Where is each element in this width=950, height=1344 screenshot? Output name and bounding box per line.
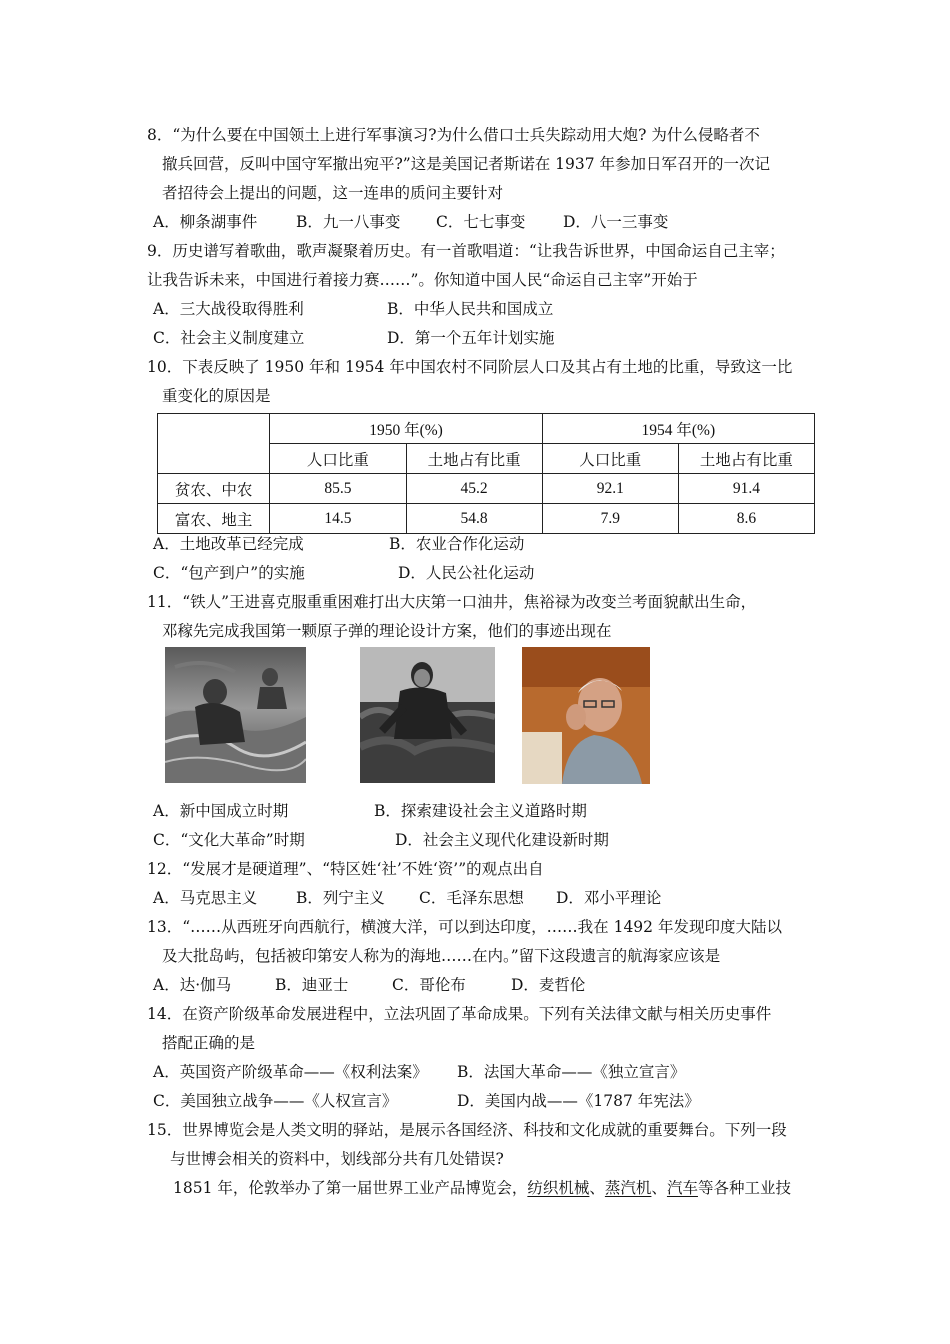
deng-jiaxian-photo <box>522 647 650 784</box>
q13-option-c: C．哥伦布 <box>392 976 466 994</box>
q12-option-d: D．邓小平理论 <box>556 889 662 907</box>
q12-option-a: A．马克思主义 <box>153 889 258 907</box>
q9-option-a: A．三大战役取得胜利 <box>153 300 304 318</box>
q11-option-a: A．新中国成立时期 <box>153 802 289 820</box>
q14-line1: 14．在资产阶级革命发展进程中，立法巩固了革命成果。下列有关法律文献与相关历史事件 <box>147 1005 772 1023</box>
wang-jinxi-photo <box>165 647 306 783</box>
q15-underlined-3: 汽车 <box>666 1179 698 1197</box>
table-subheader: 人口比重 <box>270 444 406 474</box>
q15-line2: 与世博会相关的资料中，划线部分共有几处错误? <box>170 1150 504 1168</box>
table-subheader: 土地占有比重 <box>678 444 814 474</box>
q10-option-d: D．人民公社化运动 <box>398 564 535 582</box>
table-header-1954: 1954 年(%) <box>542 414 814 444</box>
q14-line2: 搭配正确的是 <box>162 1034 256 1052</box>
table-cell: 54.8 <box>406 504 542 534</box>
q8-option-c: C．七七事变 <box>436 213 526 231</box>
q8-line2: 撤兵回营，反叫中国守军撤出宛平?”这是美国记者斯诺在 1937 年参加日军召开的一次记 <box>162 155 771 173</box>
table-cell: 45.2 <box>406 474 542 504</box>
q10-line1: 10．下表反映了 1950 年和 1954 年中国农村不同阶层人口及其占有土地的比重，导致这一比 <box>147 358 793 376</box>
q13-option-a: A．达·伽马 <box>153 976 232 994</box>
q9-option-b: B．中华人民共和国成立 <box>387 300 554 318</box>
q10-option-a: A．土地改革已经完成 <box>153 535 304 553</box>
q15-underlined-2: 蒸汽机 <box>604 1179 652 1197</box>
q11-line1: 11．“铁人”王进喜克服重重困难打出大庆第一口油井，焦裕禄为改变兰考面貌献出生命， <box>147 593 757 611</box>
q8-line3: 者招待会上提出的问题，这一连串的质问主要针对 <box>162 184 504 202</box>
q10-line2: 重变化的原因是 <box>162 387 271 405</box>
land-ratio-table <box>157 413 815 534</box>
q15-material <box>173 1177 791 1199</box>
table-cell: 14.5 <box>270 504 406 534</box>
table-row <box>158 474 815 504</box>
q8-option-a: A．柳条湖事件 <box>153 213 258 231</box>
q8-option-d: D．八一三事变 <box>563 213 669 231</box>
q15-sep-1: 、 <box>589 1179 605 1197</box>
q15-material-prefix: 1851 年，伦敦举办了第一届世界工业产品博览会， <box>173 1179 528 1197</box>
q12-option-b: B．列宁主义 <box>296 889 385 907</box>
q11-option-c: C．“文化大革命”时期 <box>153 831 305 849</box>
table-cell: 92.1 <box>542 474 678 504</box>
q12-option-c: C．毛泽东思想 <box>419 889 524 907</box>
jiao-yulu-photo <box>360 647 495 783</box>
q9-option-c: C．社会主义制度建立 <box>153 329 305 347</box>
q14-option-b: B．法国大革命——《独立宣言》 <box>457 1063 686 1081</box>
q14-option-a: A．英国资产阶级革命——《权利法案》 <box>153 1063 428 1081</box>
q13-line1: 13．“……从西班牙向西航行，横渡大洋，可以到达印度，……我在 1492 年发现印度大陆以 <box>147 918 782 936</box>
table-cell: 91.4 <box>678 474 814 504</box>
table-header-1950: 1950 年(%) <box>270 414 542 444</box>
q8-line1: 8．“为什么要在中国领土上进行军事演习?为什么借口士兵失踪动用大炮? 为什么侵略者不 <box>147 126 760 144</box>
q10-option-b: B．农业合作化运动 <box>389 535 525 553</box>
table-subheader: 土地占有比重 <box>406 444 542 474</box>
q13-line2: 及大批岛屿，包括被印第安人称为的海地……在内。”留下这段遗言的航海家应该是 <box>162 947 721 965</box>
q11-option-d: D．社会主义现代化建设新时期 <box>395 831 609 849</box>
table-row <box>158 504 815 534</box>
q11-line2: 邓稼先完成我国第一颗原子弹的理论设计方案，他们的事迹出现在 <box>162 622 612 640</box>
table-row-label: 贫农、中农 <box>158 474 270 504</box>
q12-line1: 12．“发展才是硬道理”、“特区姓‘社’不姓‘资’”的观点出自 <box>147 860 544 878</box>
table-row-label: 富农、地主 <box>158 504 270 534</box>
q9-line1: 9．历史谱写着歌曲，歌声凝聚着历史。有一首歌唱道：“让我告诉世界，中国命运自己主宰； <box>147 242 785 260</box>
q15-underlined-1: 纺织机械 <box>527 1179 590 1197</box>
q9-option-d: D．第一个五年计划实施 <box>387 329 555 347</box>
q11-option-b: B．探索建设社会主义道路时期 <box>374 802 587 820</box>
table-cell: 7.9 <box>542 504 678 534</box>
q13-option-b: B．迪亚士 <box>275 976 349 994</box>
table-corner-cell <box>158 414 270 474</box>
q15-line1: 15．世界博览会是人类文明的驿站，是展示各国经济、科技和文化成就的重要舞台。下列一段 <box>147 1121 787 1139</box>
q9-line2: 让我告诉未来，中国进行着接力赛……”。你知道中国人民“命运自己主宰”开始于 <box>147 271 698 289</box>
q10-option-c: C．“包产到户”的实施 <box>153 564 305 582</box>
q14-option-d: D．美国内战——《1787 年宪法》 <box>457 1092 700 1110</box>
q15-sep-2: 、 <box>651 1179 667 1197</box>
q8-option-b: B．九一八事变 <box>296 213 401 231</box>
table-subheader: 人口比重 <box>542 444 678 474</box>
q15-material-suffix: 等各种工业技 <box>697 1179 791 1197</box>
q14-option-c: C．美国独立战争——《人权宣言》 <box>153 1092 398 1110</box>
table-cell: 85.5 <box>270 474 406 504</box>
table-cell: 8.6 <box>678 504 814 534</box>
q13-option-d: D．麦哲伦 <box>511 976 586 994</box>
